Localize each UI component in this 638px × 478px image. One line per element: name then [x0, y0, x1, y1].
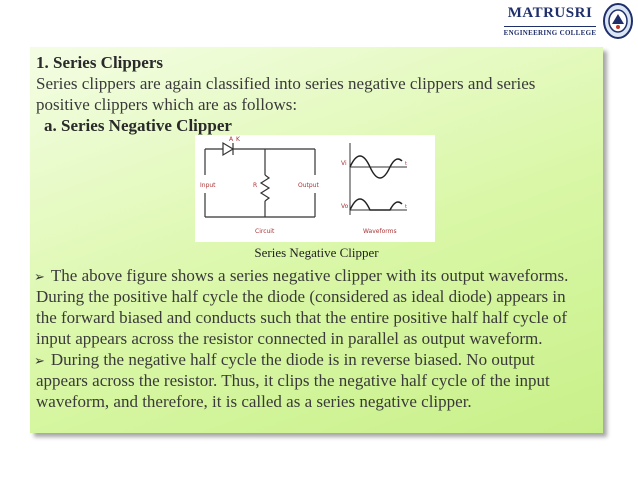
- resistor-icon: [261, 175, 269, 201]
- label-a: A: [229, 136, 234, 143]
- arrow-bullet-icon: ➢: [34, 270, 45, 285]
- label-k: K: [236, 136, 240, 143]
- bullet-2-line-3: waveform, and therefore, it is called as a series negative clipper.: [36, 392, 472, 411]
- college-logo: [500, 4, 600, 40]
- section-heading: 1. Series Clippers: [36, 53, 164, 72]
- bullet-1-line-4: input appears across the resistor connected in parallel as output waveform.: [36, 329, 543, 348]
- subheading: a. Series Negative Clipper: [44, 116, 232, 135]
- bullet-1-line-3: the forward biased and conducts such that the entire positive half half cycle of: [36, 308, 568, 327]
- label-output: Output: [298, 182, 319, 189]
- label-r: R: [253, 182, 258, 189]
- college-emblem-icon: [602, 2, 634, 40]
- output-waveform: [350, 199, 402, 210]
- intro-line-2: positive clippers which are as follows:: [36, 95, 298, 114]
- bullet-2-text: During the negative half cycle the diode is in reverse biased. No output: [50, 350, 535, 369]
- intro-line-1: Series clippers are again classified into series negative clippers and series: [36, 74, 536, 93]
- label-input: Input: [200, 182, 216, 189]
- arrow-bullet-icon: ➢: [34, 354, 45, 369]
- bullet-1-line-1: [34, 265, 568, 288]
- label-t2: t: [405, 204, 407, 210]
- logo-title: MATRUSRI: [507, 5, 593, 21]
- bullet-2-line-2: appears across the resistor. Thus, it clips the negative half cycle of the input: [36, 371, 550, 390]
- logo-subtitle: ENGINEERING COLLEGE: [504, 26, 597, 38]
- label-circuit: Circuit: [255, 228, 275, 235]
- clipper-figure: [195, 135, 435, 242]
- label-vo: Vo: [341, 203, 349, 210]
- slide-panel: [30, 47, 603, 433]
- diode-icon: [223, 143, 233, 155]
- label-vi: Vi: [341, 160, 347, 167]
- bullet-1-text: The above figure shows a series negative clipper with its output waveforms.: [50, 266, 569, 285]
- figure-caption: Series Negative Clipper: [254, 245, 379, 260]
- bullet-2-line-1: [34, 349, 535, 372]
- label-waveforms: Waveforms: [363, 228, 397, 235]
- clipper-diagram: [195, 135, 435, 242]
- bullet-1-line-2: During the positive half cycle the diode (considered as ideal diode) appears in: [36, 287, 566, 306]
- label-t1: t: [405, 161, 407, 167]
